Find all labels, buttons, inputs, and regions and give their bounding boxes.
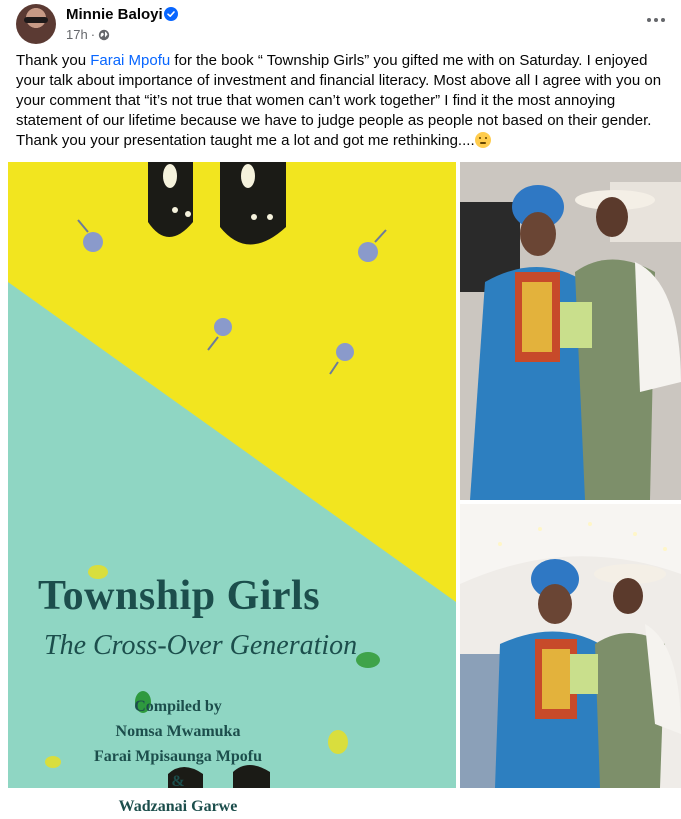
- more-options-icon[interactable]: [640, 10, 672, 30]
- verified-badge-icon: [164, 7, 178, 21]
- post-meta: 17h ·: [66, 27, 110, 42]
- book-author: Farai Mpisaunga Mpofu: [93, 748, 262, 765]
- book-author: Nomsa Mwamuka: [115, 723, 241, 740]
- post-text-rest: for the book “ Township Girls” you gifted me with on Saturday. I enjoyed your talk about importance of investment and financial literacy. Most above all I agree with you on your comment that “it’s not true that women can’t work together” I find it the most annoying statement of our lifetime because we have to judge people as people not based on their gender. Thank you your presentation taught me a lot and got me rethinking....: [16, 52, 662, 149]
- book-credits: [8, 694, 348, 819]
- book-ampersand: &: [171, 773, 185, 790]
- event-photo-2[interactable]: [460, 504, 681, 788]
- book-cover-photo[interactable]: [8, 162, 456, 815]
- post-timestamp[interactable]: 17h: [66, 27, 88, 42]
- book-compiled-by: Compiled by: [134, 698, 222, 715]
- mention-link[interactable]: Farai Mpofu: [90, 52, 171, 69]
- thinking-face-emoji-icon: [475, 132, 491, 148]
- author-name[interactable]: Minnie Baloyi: [66, 6, 163, 23]
- event-photo-1[interactable]: [460, 162, 681, 500]
- post-text-start: Thank you: [16, 52, 91, 69]
- book-title: Township Girls: [38, 573, 321, 619]
- book-subtitle: The Cross-Over Generation: [44, 630, 358, 661]
- book-author: Wadzanai Garwe: [118, 798, 238, 815]
- author-avatar[interactable]: [16, 4, 56, 44]
- globe-icon: [98, 29, 110, 41]
- post-header: [0, 0, 681, 46]
- post-text: [16, 51, 666, 151]
